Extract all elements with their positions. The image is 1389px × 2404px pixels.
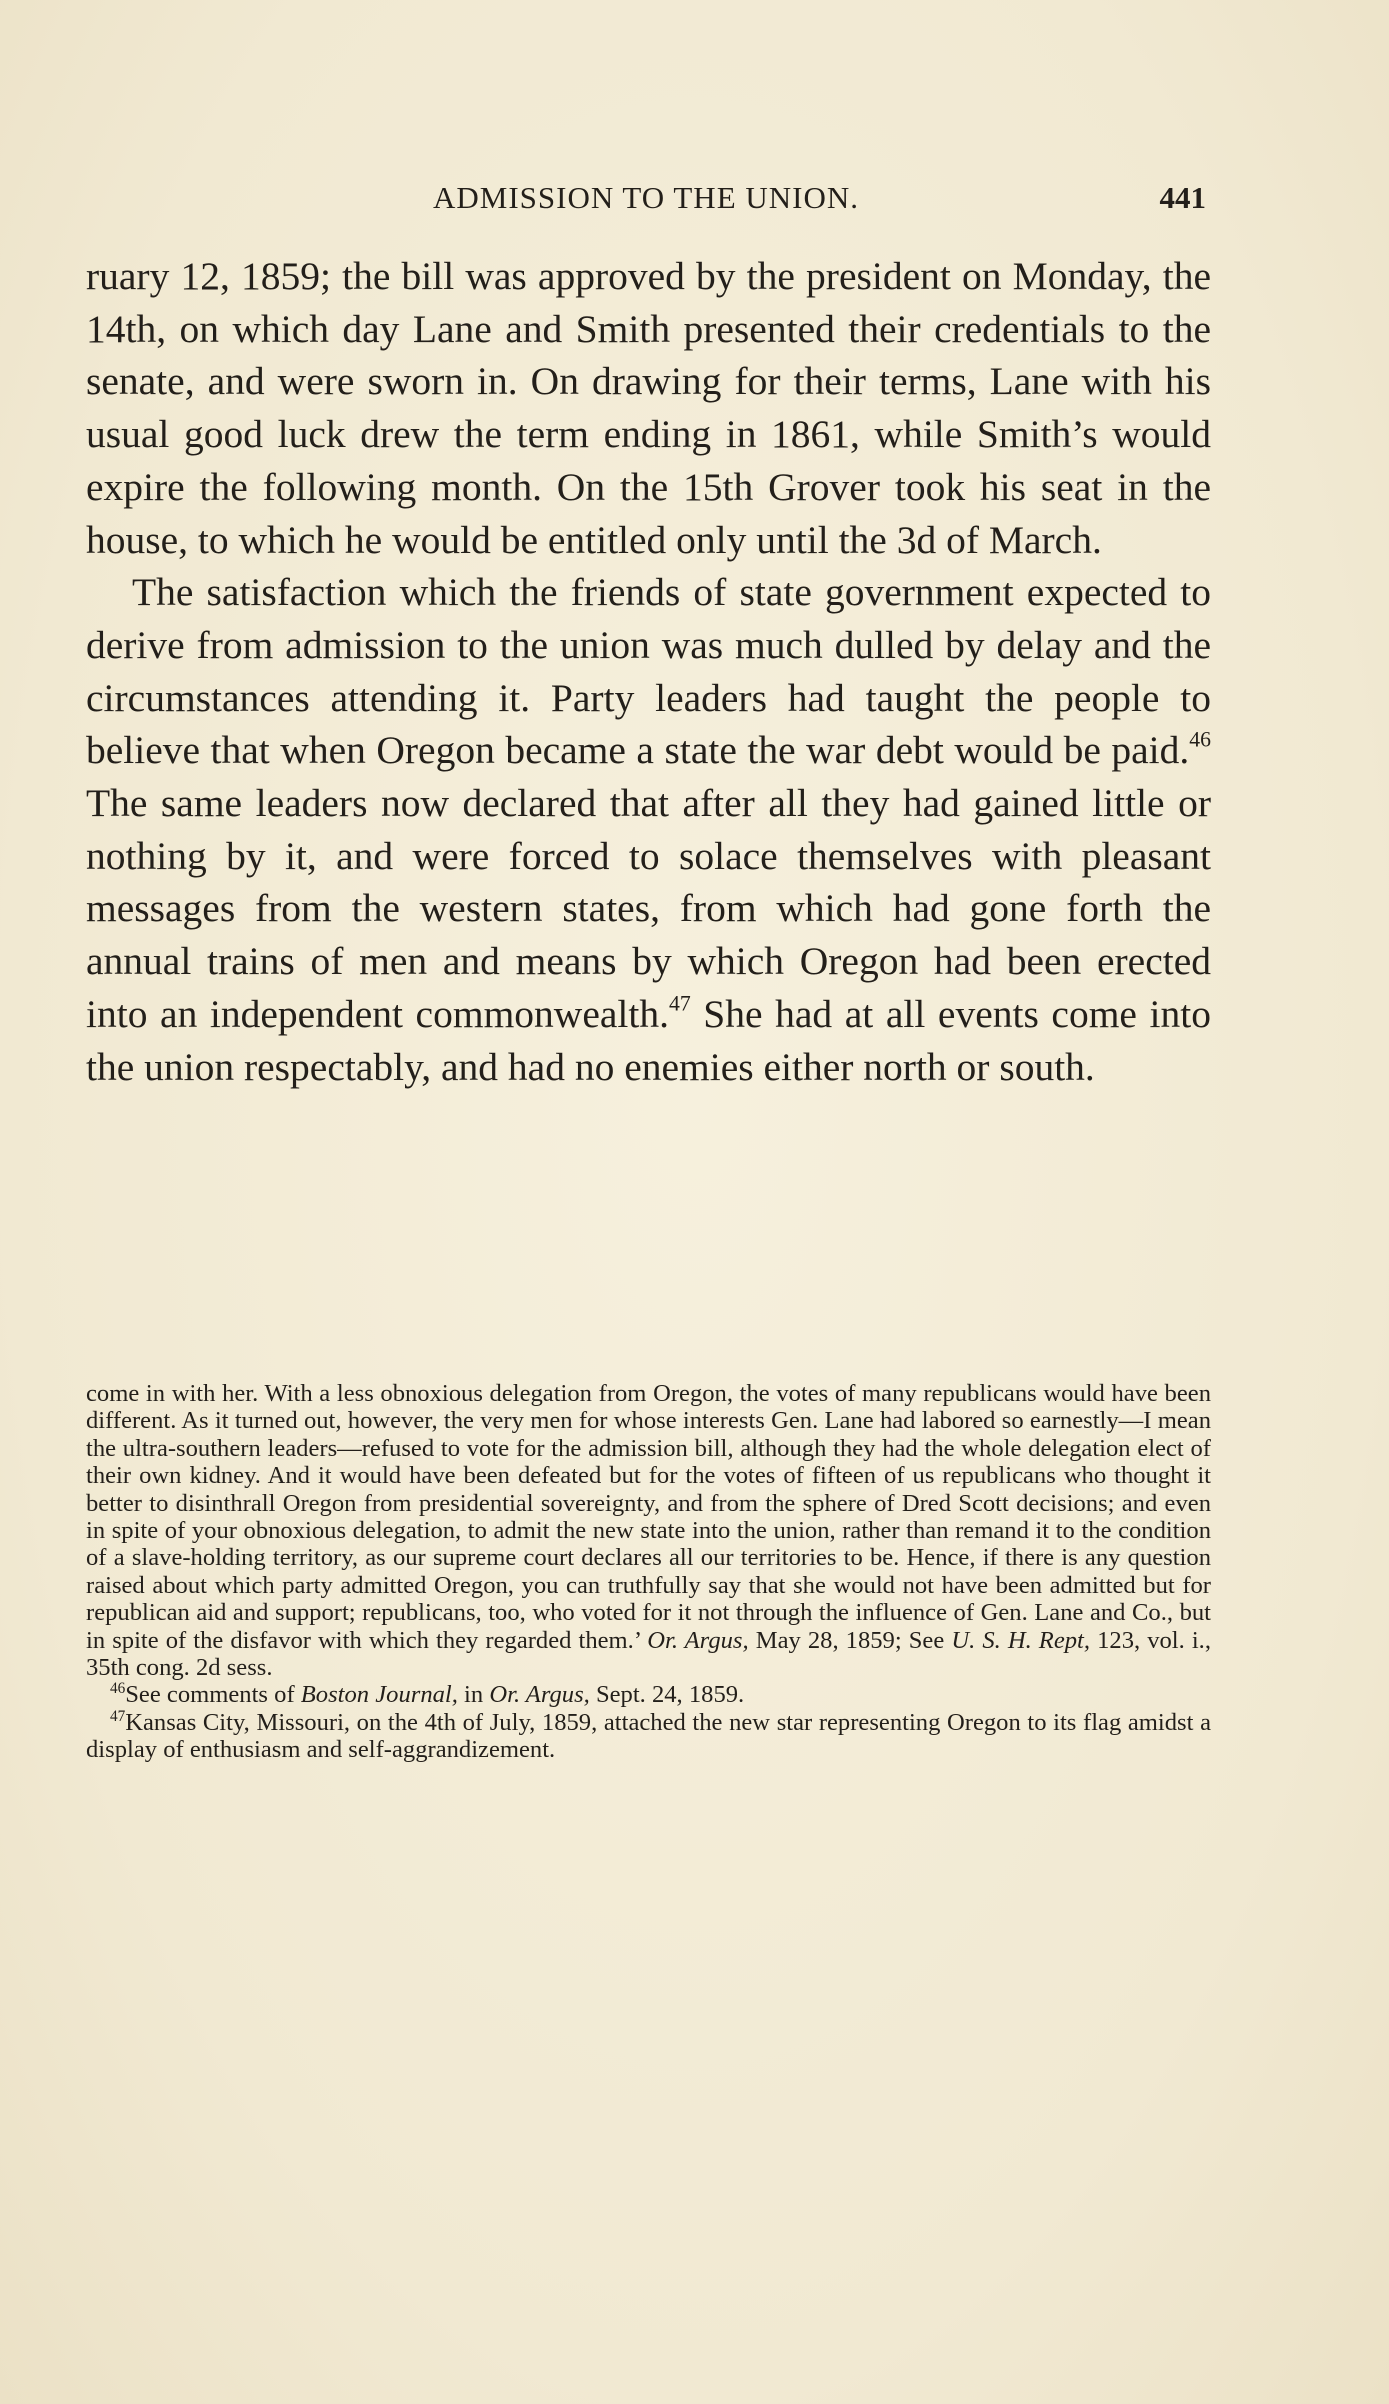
footnote-ref-47: 47: [668, 991, 691, 1016]
footnote-46-text-c: Sept. 24, 1859.: [589, 1681, 745, 1709]
footnote-continuation-end: 123, vol. i., 35th cong. 2d sess.: [86, 1626, 1211, 1682]
source-us-h-rept: U. S. H. Rept,: [951, 1626, 1091, 1654]
page-header: [86, 180, 1206, 228]
footnote-ref-46: 46: [1189, 728, 1211, 753]
paragraph-2-part-c: She had at all events come into the union respectably, and had no enemies either north or south.: [86, 991, 1211, 1089]
footnote-47-text: Kansas City, Missouri, on the 4th of July, 1859, attached the new star representing Oregon to its flag amidst a display of enthusiasm and self-aggrandizement.: [86, 1708, 1211, 1764]
source-boston-journal: Boston Journal,: [300, 1681, 458, 1709]
source-or-argus: Or. Argus,: [647, 1626, 749, 1654]
footnotes: [86, 1380, 1211, 1764]
paragraph-2-part-a: The satisfaction which the friends of state government expected to derive from admission to the union was much dulled by delay and the circumstances attending it. Party leaders had taught the people to believe that when Oregon became a state the war debt would be paid.: [86, 570, 1211, 773]
footnote-46-text-b: in: [457, 1681, 490, 1709]
footnote-46: [86, 1681, 1211, 1708]
footnote-continuation: [86, 1380, 1211, 1681]
main-text: [86, 250, 1211, 1093]
source-or-argus-2: Or. Argus,: [489, 1681, 590, 1709]
running-head: ADMISSION TO THE UNION.: [432, 180, 859, 215]
paragraph-2: [86, 566, 1211, 1093]
paragraph-2-part-b: The same leaders now declared that after all they had gained little or nothing by it, and were forced to solace themselves with pleasant messages from the western states, from which had gone forth the annual trains of men and means by which Oregon had been erected into an independent commonwealth.: [86, 781, 1211, 1036]
page-number: 441: [1159, 180, 1206, 215]
footnote-46-number: 46: [110, 1680, 126, 1698]
footnote-47-number: 47: [110, 1707, 126, 1725]
footnote-47: [86, 1709, 1211, 1764]
footnote-continuation-date: May 28, 1859; See: [748, 1626, 952, 1654]
footnote-continuation-text: come in with her. With a less obnoxious delegation from Oregon, the votes of many republicans would have been different. As it turned out, however, the very men for whose interests Gen. Lane had labored so earnestly—I mean the ultra-southern leaders—refused to vote for the admission bill, although they had the whole delegation elect of their own kidney. And it would have been defeated but for the votes of fifteen of us republicans who thought it better to disinthrall Oregon from presidential sovereignty, and from the sphere of Dred Scott decisions; and even in spite of your obnoxious delegation, to admit the new state into the union, rather than remand it to the condition of a slave-holding territory, as our supreme court declares all our territories to be. Hence, if there is any question raised about which party admitted Oregon, you can truthfully say that she would not have been admitted but for republican aid and support; republicans, too, who voted for it not through the influence of Gen. Lane and Co., but in spite of the disfavor with which they regarded them.’: [86, 1380, 1211, 1654]
footnote-46-text-a: See comments of: [125, 1681, 301, 1709]
paragraph-1: ruary 12, 1859; the bill was approved by the president on Monday, the 14th, on which day Lane and Smith presented their credentials to the senate, and were sworn in. On drawing for their terms, Lane with his usual good luck drew the term ending in 1861, while Smith’s would expire the following month. On the 15th Grover took his seat in the house, to which he would be entitled only until the 3d of March.: [86, 254, 1211, 562]
